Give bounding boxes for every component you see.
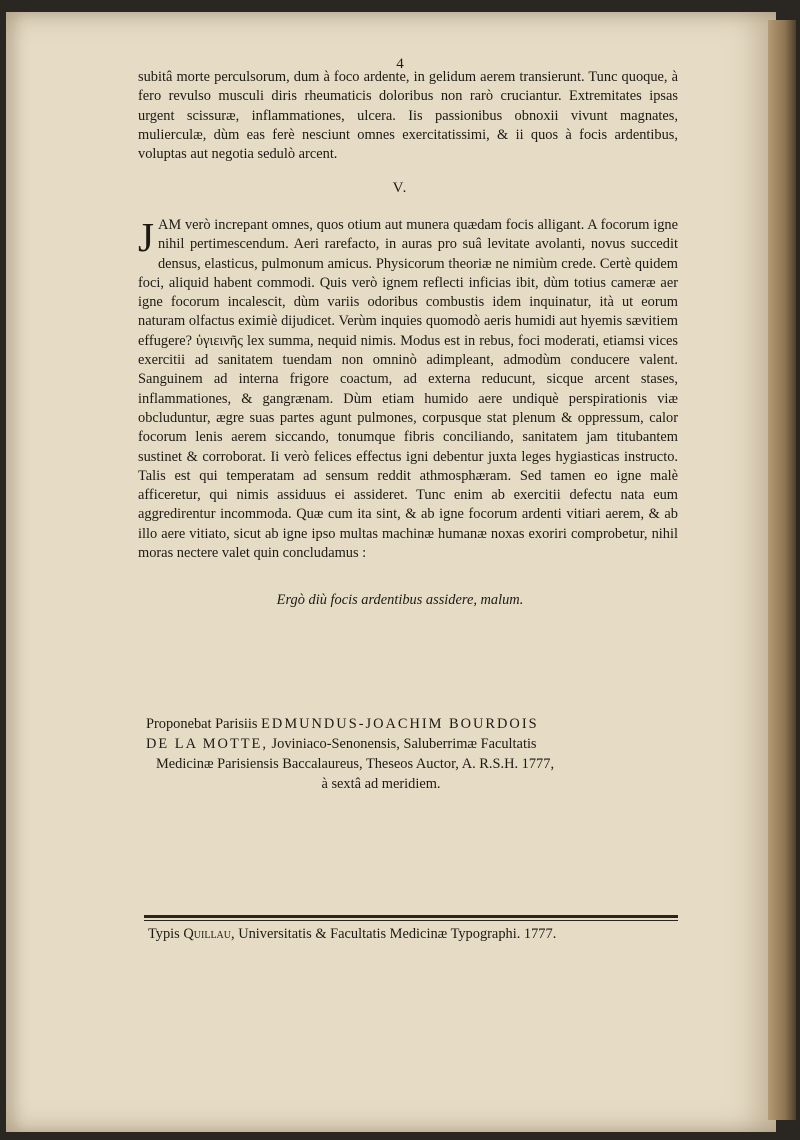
defence-line-3: Medicinæ Parisiensis Baccalaureus, Theseos Auctor, A. R.S.H. 1777, xyxy=(156,756,555,772)
main-paragraph xyxy=(138,216,678,563)
main-paragraph-text: AM verò increpant omnes, quos otium aut munera quædam focis alligant. A focorum igne nihil pertimescendum. Aeri rarefacto, in auras pro suâ levitate avolanti, novus succedit densus, elasticus, pulmonum amicus. Physicorum theoriæ ne nimiùm crede. Certè quidem foci, aliquid habent commodi. Quis verò ignem reflecti inficias ibit, dùm totius cameræ aer igne focorum incalescit, dùm variis odoribus combustis idem inquinatur, ità ut eorum naturam olfactus eximiè dijudicet. Verùm inquies quomodò aeris humidi aut hyemis sævitiem effugere? ὑγιεινῆς lex summa, nequid nimis. Modus est in rebus, foci moderati, etiamsi vices exercitii ad sanitatem tuendam non omninò adimpleant, admodùm conducere valent. Sanguinem ad interna frigore coactum, ad externa reducunt, sicque arcent stases, inflammationes, & gangrænam. Dùm etiam humido aere undiquè perspirationis viæ obcluduntur, ægre suas partes agunt pulmones, corpusque stat plenum & oppressum, calor focorum lenis aerem siccando, tonumque fibris conciliando, sanitatem jam titubantem sustinet & corroborat. Ii verò felices effectus igni debentur juxta leges hygiasticas instructo. Talis est qui temperatam ad sensum reddit athmosphæram. Sed tamen eo igne malè afficeretur, qui nimis assiduus ei assideret. Tunc enim ab exercitii defectu nata eum aggredirentur incommoda. Quæ cum ita sint, & ab igne focorum ardenti vitiari aerem, & ab illo aere vitiato, sicut ab igne ipso multas machinæ humanæ noxas exoriri comprobetur, nihil moras nectere valet quin concludamus : xyxy=(138,217,678,562)
intro-paragraph xyxy=(138,68,678,164)
defence-line-2 xyxy=(146,734,686,754)
printer-imprint xyxy=(148,926,688,943)
author-origin: Joviniaco-Senonensis, Saluberrimæ Facultatis xyxy=(271,736,537,752)
defence-line-4: à sextâ ad meridiem. xyxy=(321,776,441,792)
intro-paragraph-text: subitâ morte perculsorum, dum à foco ardente, in gelidum aerem transierunt. Tunc quoque, à fero revulso musculi diris rheumaticis doloribus non rarò cruciantur. Extremitates ipsas urgent scissuræ, inflammationes, ulcera. Iis passionibus obnoxii vivunt magnates, mulierculæ, dùm eas ferè nesciunt omnes exercitatissimi, & ii quos à focis ardentibus, voluptas aut negotia sedulò arcent. xyxy=(138,69,678,163)
drop-cap: J xyxy=(138,214,154,260)
defence-block xyxy=(146,714,686,794)
imprint-rule xyxy=(144,915,678,918)
imprint-rest: Universitatis & Facultatis Medicinæ Typographi. 1777. xyxy=(238,926,557,942)
imprint-prefix: Typis xyxy=(148,926,180,942)
author-name: EDMUNDUS-JOACHIM BOURDOIS xyxy=(261,716,539,732)
conclusion-statement: Ergò diù focis ardentibus assidere, malum. xyxy=(276,592,524,608)
page-number: 4 xyxy=(396,56,404,72)
author-surname: DE LA MOTTE, xyxy=(146,736,268,752)
defence-prefix: Proponebat Parisiis xyxy=(146,716,258,732)
section-number: V. xyxy=(392,180,408,196)
printer-name: Quillau, xyxy=(183,926,235,942)
defence-line-1 xyxy=(146,714,686,734)
imprint-rule-thin xyxy=(144,920,678,921)
